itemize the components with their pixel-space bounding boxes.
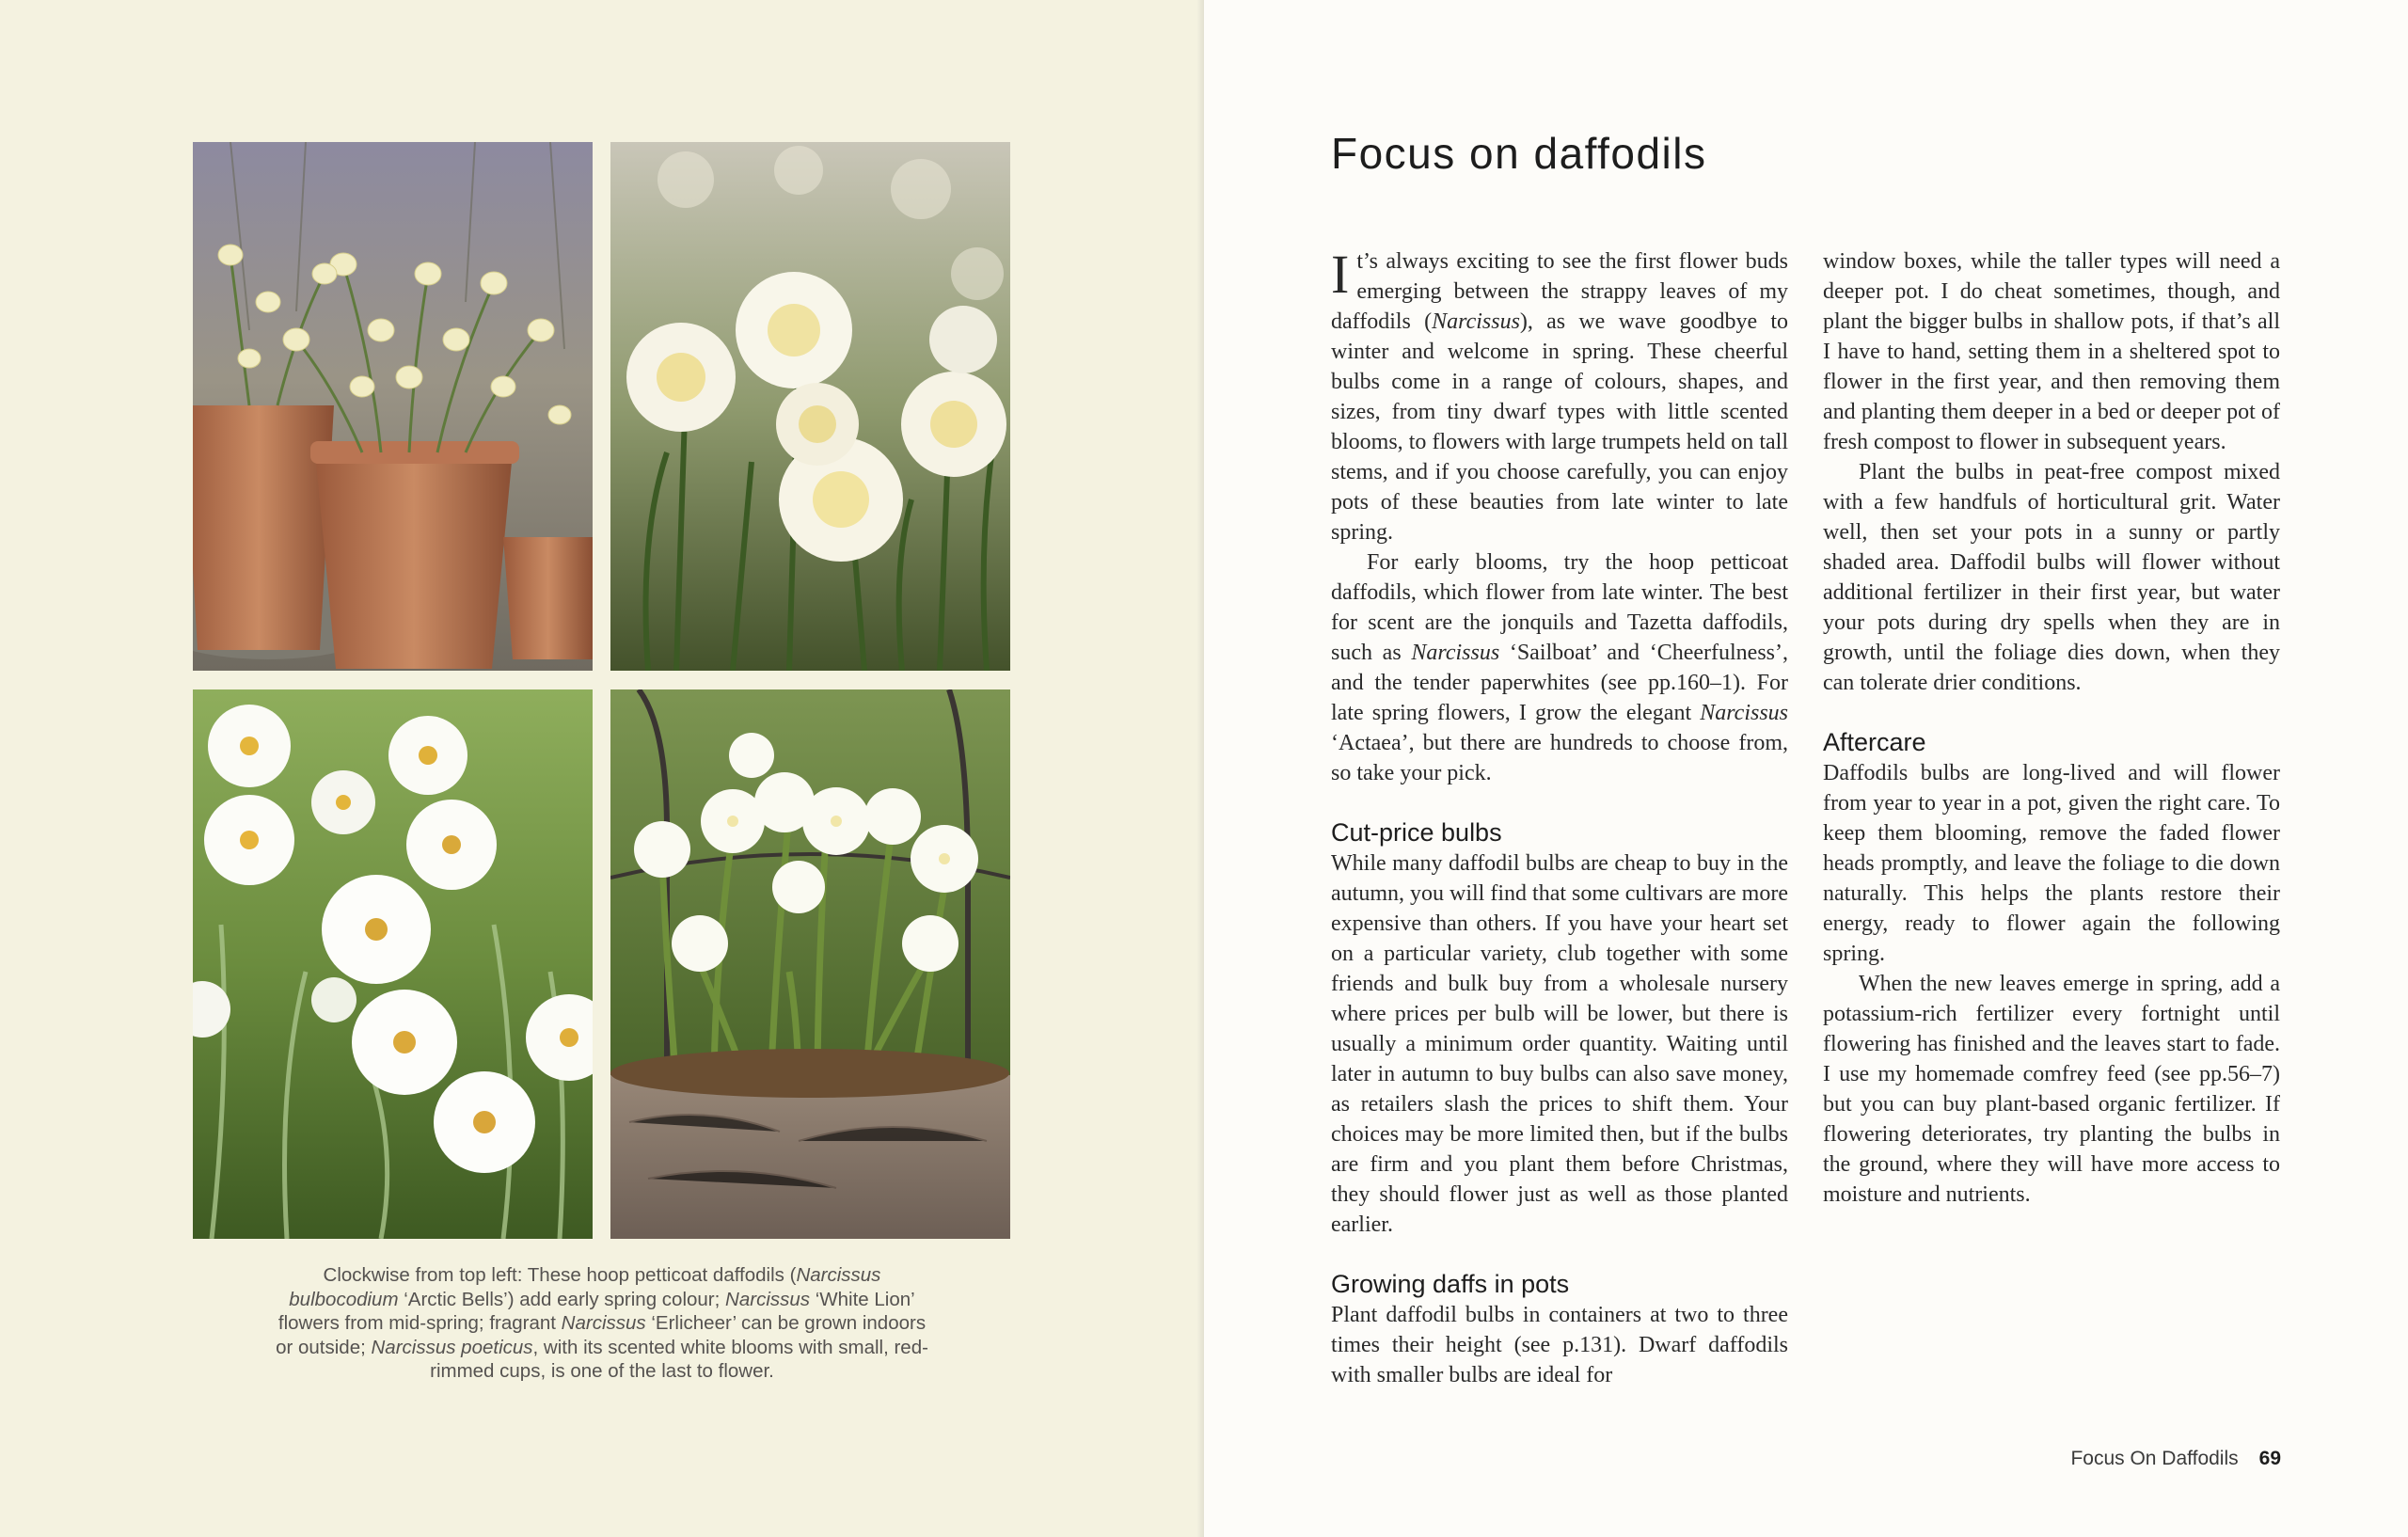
running-head: Focus On Daffodils <box>2070 1448 2239 1469</box>
photo-white-lion-daffodils <box>610 142 1010 671</box>
page-footer <box>2070 1448 2281 1470</box>
intro-text: ), as we wave goodbye to winter and welcome in spring. These cheerful bulbs come in a range of colours, shapes, and sizes, from tiny dwarf types with little scented blooms, to flowers with large trumpets held on tall stems, and if you choose carefully, you can enjoy pots of these beauties from late winter to late spring. <box>1331 309 1788 545</box>
text-column-1 <box>1331 246 1788 1390</box>
page-title: Focus on daffodils <box>1331 129 1707 178</box>
caption-italic-text: Narcissus poeticus <box>371 1336 533 1358</box>
photo-hoop-petticoat-image <box>193 142 593 671</box>
text-column-2 <box>1823 246 2280 1210</box>
pots-paragraph-start: Plant daffodil bulbs in containers at two to three times their height (see p.131). Dwarf daffodils with smaller bulbs are ideal for <box>1331 1303 1788 1387</box>
aftercare-paragraph-2: When the new leaves emerge in spring, add a potassium-rich fertilizer every fortnight until flowering has finished and the leaves start to fade. I use my homemade comfrey feed (see pp.56–7) but you can buy plant-based organic fertilizer. If flowering deteriorates, try planting the bulbs in the ground, where they will have more access to moisture and nutrients. <box>1823 972 2280 1207</box>
drop-cap: I <box>1331 244 1350 305</box>
photo-poeticus-daffodils <box>193 689 593 1239</box>
intro-italic: Narcissus <box>1432 309 1520 334</box>
caption-text: ‘Erlicheer’ can be grown indoors or outside; <box>276 1312 927 1358</box>
caption-italic-text: Narcissus <box>561 1312 646 1334</box>
photo-caption <box>273 1263 931 1384</box>
paragraph-text: For early blooms, try the hoop petticoat daffodils, which flower from late winter. The best for scent are the jonquils and Tazetta daffodils, such as <box>1331 550 1788 665</box>
pots-paragraph-continued: window boxes, while the taller types will need a deeper pot. I do cheat sometimes, though, and plant the bigger bulbs in shallow pots, if that’s all I have to hand, setting them in a sheltered spot to flower in the first year, and then removing them and planting them deeper in a bed or deeper pot of fresh compost to flower in subsequent years. <box>1823 249 2280 454</box>
caption-text: ‘White Lion’ flowers from mid-spring; fragrant <box>277 1288 915 1334</box>
paragraph-text: ‘Sailboat’ and ‘Cheerfulness’, and the tender paperwhites (see pp.160–1). For late spring flowers, I grow the elegant <box>1331 641 1789 725</box>
intro-text: t’s always exciting to see the first flower buds emerging between the strappy leaves of my daffodils ( <box>1331 249 1788 334</box>
heading-cut-price-bulbs: Cut-price bulbs <box>1331 818 1502 847</box>
photo-white-lion-image <box>610 142 1010 671</box>
paragraph-italic: Narcissus <box>1411 641 1500 665</box>
caption-text: , with its scented white blooms with small, red-rimmed cups, is one of the last to flower. <box>430 1336 928 1382</box>
caption-text: Clockwise from top left: These hoop petticoat daffodils ( <box>323 1264 797 1286</box>
caption-italic-text: Narcissus bulbocodium <box>289 1264 881 1310</box>
early-blooms-paragraph <box>1331 547 1788 788</box>
heading-growing-daffs-in-pots: Growing daffs in pots <box>1331 1270 1570 1298</box>
page-number: 69 <box>2258 1448 2281 1469</box>
photo-erlicheer-image <box>610 689 1010 1239</box>
photo-erlicheer-daffodils <box>610 689 1010 1239</box>
photo-hoop-petticoat-daffodils <box>193 142 593 671</box>
caption-italic-text: Narcissus <box>725 1288 811 1310</box>
pots-compost-paragraph: Plant the bulbs in peat-free compost mixed with a few handfuls of horticultural grit. Water well, then set your pots in a sunny or partly shaded area. Daffodil bulbs will flower without additional fertilizer in their first year, but water your pots during dry spells when they are in growth, until the foliage dies down, when they can tolerate drier conditions. <box>1823 460 2280 695</box>
photo-poeticus-image <box>193 689 593 1239</box>
intro-paragraph <box>1331 246 1788 547</box>
aftercare-paragraph-1: Daffodils bulbs are long-lived and will flower from year to year in a pot, given the right care. To keep them blooming, remove the faded flower heads promptly, and leave the foliage to die down naturally. This helps the plants restore their energy, ready to flower again the following spring. <box>1823 761 2280 966</box>
caption-text: ‘Arctic Bells’) add early spring colour; <box>398 1288 726 1310</box>
paragraph-italic: Narcissus <box>1700 701 1788 725</box>
paragraph-text: ‘Actaea’, but there are hundreds to choose from, so take your pick. <box>1331 731 1788 785</box>
cut-price-paragraph: While many daffodil bulbs are cheap to buy in the autumn, you will find that some cultivars are more expensive than others. If you have your heart set on a particular variety, club together with some friends and bulk buy from a wholesale nursery where prices per bulb will be lower, but there is usually a minimum order quantity. Waiting until later in autumn to buy bulbs can also save money, as retailers slash the prices to shift them. Your choices may be more limited then, but if the bulbs are firm and you plant them before Christmas, they should flower just as well as those planted earlier. <box>1331 851 1788 1237</box>
heading-aftercare: Aftercare <box>1823 728 1926 756</box>
